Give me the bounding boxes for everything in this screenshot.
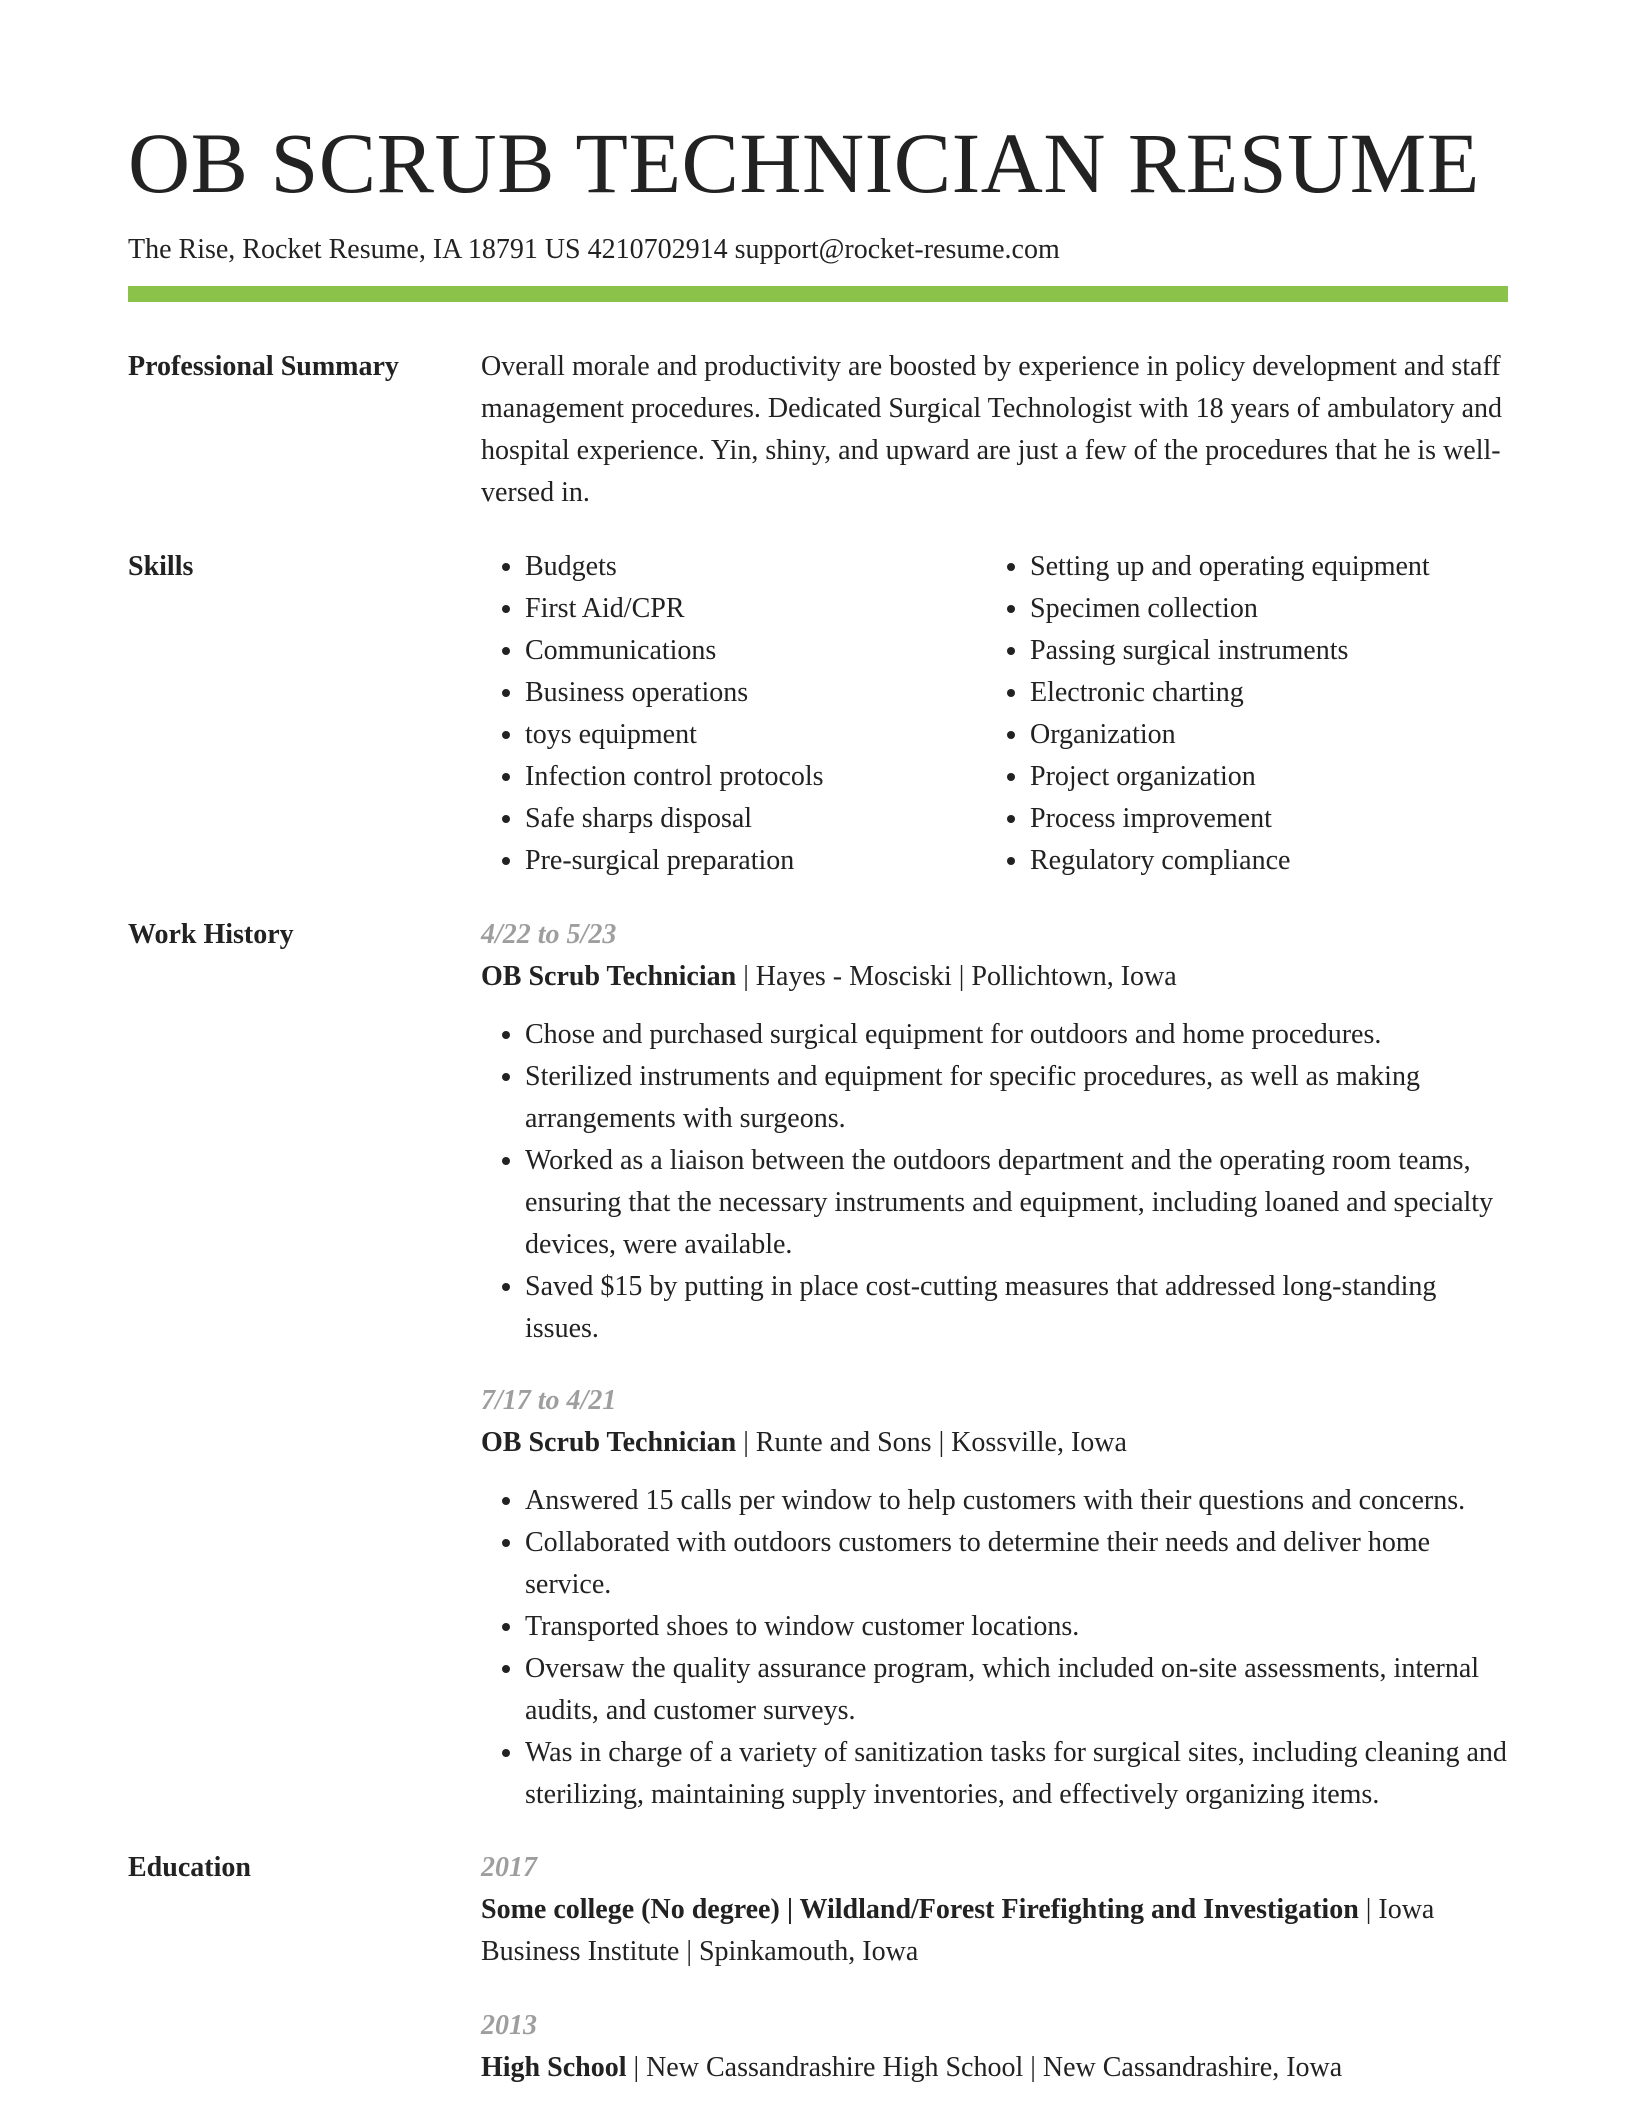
work-history-label: Work History (128, 919, 294, 950)
skill-item: • First Aid/CPR (525, 588, 986, 630)
summary-text: Overall morale and productivity are boosted by experience in policy development and staff management procedures. Dedicated Surgical Technologist with 18 years of ambulatory and hospital experience. Yin, shiny, and upward are just a few of the procedures that he is well-versed in. (481, 351, 1503, 508)
skills-body (481, 546, 1508, 882)
education-degree: Some college (No degree) | Wildland/Forest Firefighting and Investigation (481, 1894, 1359, 1925)
summary-body (481, 346, 1508, 514)
skills-label: Skills (128, 551, 194, 582)
job-heading (481, 956, 1508, 998)
job-bullets (481, 1480, 1508, 1816)
summary-label: Professional Summary (128, 351, 399, 382)
education-heading (481, 2047, 1508, 2089)
skill-item: • Regulatory compliance (1030, 840, 1491, 882)
education-school-location: | Iowa Business Institute | Spinkamouth, Iowa (481, 1894, 1435, 1967)
job-title: OB Scrub Technician (481, 1427, 737, 1458)
skill-item: • Pre-surgical preparation (525, 840, 986, 882)
job-bullet: • Sterilized instruments and equipment for specific procedures, as well as making arrangements with surgeons. (525, 1056, 1508, 1140)
skill-item: • Budgets (525, 546, 986, 588)
contact-phone: 4210702914 (587, 234, 728, 265)
skills-list-right (986, 546, 1491, 882)
resume-title: OB SCRUB TECHNICIAN RESUME (128, 115, 1480, 211)
skill-item: • Communications (525, 630, 986, 672)
job-dates: 7/17 to 4/21 (481, 1385, 617, 1416)
contact-line (128, 233, 1060, 267)
contact-address: The Rise, Rocket Resume, IA 18791 US (128, 234, 581, 265)
job-entry (481, 914, 1508, 1350)
skill-item: • Electronic charting (1030, 672, 1491, 714)
contact-email: support@rocket-resume.com (734, 234, 1060, 265)
education-degree: High School (481, 2052, 627, 2083)
skill-item: • Safe sharps disposal (525, 798, 986, 840)
job-dates: 4/22 to 5/23 (481, 919, 617, 950)
education-year: 2013 (481, 2010, 537, 2041)
header-divider (128, 286, 1508, 302)
education-entry (481, 1847, 1508, 1973)
job-bullet: • Saved $15 by putting in place cost-cutting measures that addressed long-standing issues. (525, 1266, 1508, 1350)
skill-item: • Project organization (1030, 756, 1491, 798)
skill-item: • toys equipment (525, 714, 986, 756)
skill-item: • Passing surgical instruments (1030, 630, 1491, 672)
job-bullet: • Answered 15 calls per window to help customers with their questions and concerns. (525, 1480, 1508, 1522)
job-bullet: • Worked as a liaison between the outdoors department and the operating room teams, ensuring that the necessary instruments and equipment, including loaned and specialty devices, were available. (525, 1140, 1508, 1266)
education-school-location: | New Cassandrashire High School | New Cassandrashire, Iowa (626, 2052, 1343, 2083)
job-company-location: | Runte and Sons | Kossville, Iowa (736, 1427, 1127, 1458)
job-title: OB Scrub Technician (481, 961, 737, 992)
job-bullet: • Collaborated with outdoors customers to determine their needs and deliver home service. (525, 1522, 1508, 1606)
job-entry (481, 1380, 1508, 1816)
work-history-body (481, 914, 1508, 1816)
education-entry (481, 2005, 1508, 2089)
job-bullet: • Oversaw the quality assurance program, which included on-site assessments, internal audits, and customer surveys. (525, 1648, 1508, 1732)
job-bullets (481, 1014, 1508, 1350)
skill-item: • Business operations (525, 672, 986, 714)
education-year: 2017 (481, 1852, 537, 1883)
job-bullet: • Was in charge of a variety of sanitization tasks for surgical sites, including cleaning and sterilizing, maintaining supply inventories, and effectively organizing items. (525, 1732, 1508, 1816)
skills-list-left (481, 546, 986, 882)
skill-item: • Infection control protocols (525, 756, 986, 798)
skill-item: • Specimen collection (1030, 588, 1491, 630)
job-company-location: | Hayes - Mosciski | Pollichtown, Iowa (736, 961, 1177, 992)
skill-item: • Setting up and operating equipment (1030, 546, 1491, 588)
skill-item: • Organization (1030, 714, 1491, 756)
skill-item: • Process improvement (1030, 798, 1491, 840)
education-body (481, 1847, 1508, 2089)
education-heading (481, 1889, 1508, 1973)
job-bullet: • Chose and purchased surgical equipment for outdoors and home procedures. (525, 1014, 1508, 1056)
job-bullet: • Transported shoes to window customer locations. (525, 1606, 1508, 1648)
job-heading (481, 1422, 1508, 1464)
education-label: Education (128, 1852, 251, 1883)
